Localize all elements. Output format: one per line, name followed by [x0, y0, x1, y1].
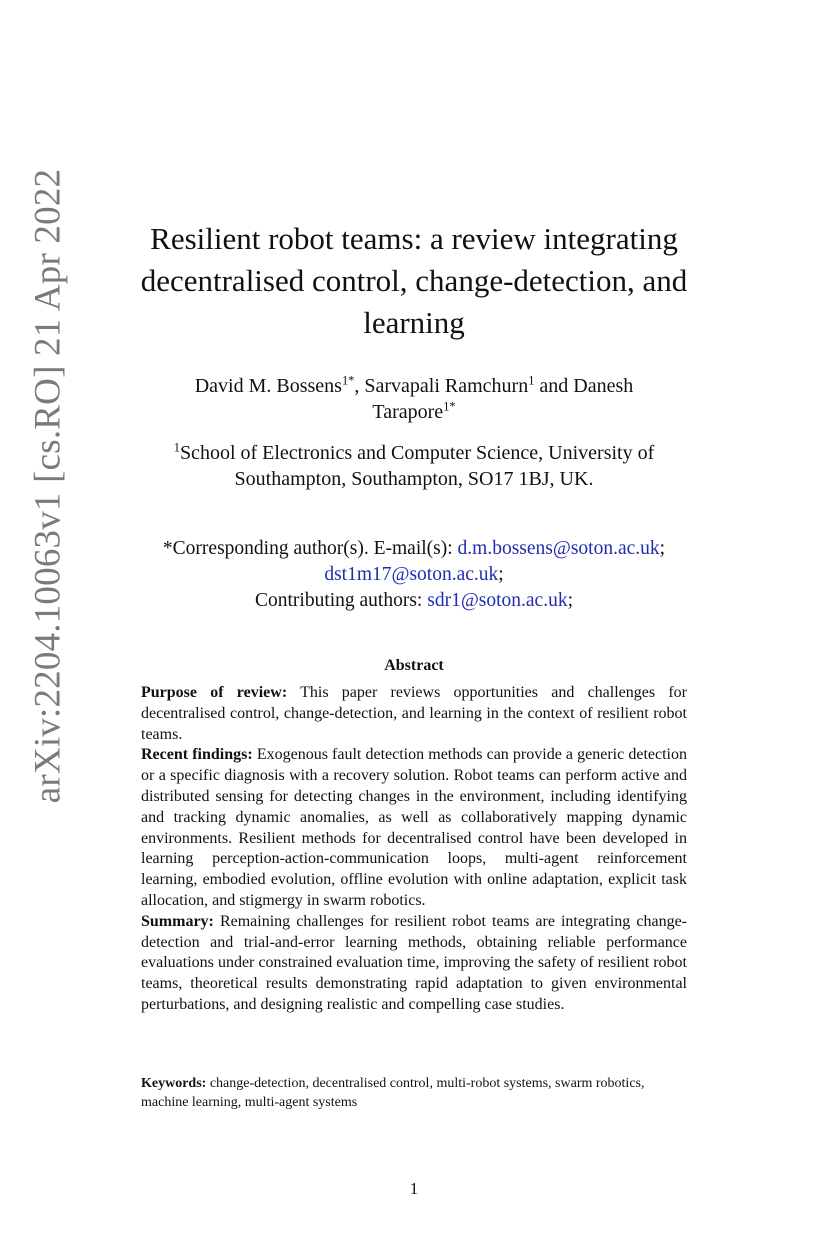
- abstract-text: Remaining challenges for resilient robot teams are integrating change-detection and trial-and-error learning methods, obtaining reliable performance evaluations under constrained evaluation time, improving the safety of resilient robot teams, theoretical results demonstrating rapid adaptation to given environmental perturbations, and designing realistic and compelling case studies.: [141, 912, 687, 1013]
- correspondence-line: [112, 536, 716, 562]
- abstract-text: This paper reviews opportunities and challenges for decentralised control, change-detection, and learning in the context of resilient robot teams.: [141, 684, 687, 743]
- abstract-heading: Abstract: [384, 657, 444, 674]
- author-separator: and Danesh: [534, 375, 634, 397]
- author-line: [112, 399, 716, 425]
- title-line: learning: [363, 305, 465, 340]
- affiliation-text: School of Electronics and Computer Science, University of: [179, 442, 655, 464]
- author-list: [112, 373, 716, 425]
- author-affiliation-mark: 1*: [443, 399, 456, 414]
- page-number: 1: [409, 1179, 419, 1198]
- abstract-label: Purpose of review:: [141, 684, 288, 701]
- abstract-paragraph-summary: [141, 912, 687, 1016]
- affiliation-line: [112, 440, 716, 466]
- contributing-prefix: Contributing authors:: [254, 590, 428, 611]
- paper-title: [112, 218, 716, 344]
- title-line: decentralised control, change-detection, and: [140, 263, 688, 298]
- affiliation: [112, 440, 716, 492]
- email-link[interactable]: dst1m17@soton.ac.uk: [324, 564, 499, 585]
- author-name: David M. Bossens: [194, 375, 342, 397]
- author-name: Sarvapali Ramchurn: [364, 375, 529, 397]
- abstract-text: Exogenous fault detection methods can provide a generic detection or a specific diagnosis with a recovery solution. Robot teams can perform active and distributed sensing for detecting changes in the environment, including identifying and tracking dynamic anomalies, as well as collaboratively mapping dynamic environments. Resilient methods for decentralised control have been developed in learning perception-action-communication loops, multi-agent reinforcement learning, embodied evolution, offline evolution with online adaptation, explicit task allocation, and stigmergy in swarm robotics.: [141, 746, 687, 909]
- email-link[interactable]: d.m.bossens@soton.ac.uk: [457, 538, 660, 559]
- author-separator: ,: [354, 375, 365, 397]
- abstract-label: Recent findings:: [141, 746, 253, 764]
- separator: ;: [498, 564, 504, 585]
- keywords-label: Keywords:: [141, 1076, 207, 1091]
- author-affiliation-mark: 1*: [341, 373, 355, 388]
- correspondence-prefix: *Corresponding author(s). E-mail(s):: [162, 538, 458, 559]
- separator: ;: [659, 538, 666, 559]
- title-line: Resilient robot teams: a review integrating: [150, 221, 678, 256]
- keywords-text: change-detection, decentralised control, multi-robot systems, swarm robotics, machine learning, multi-agent systems: [141, 1076, 645, 1110]
- correspondence-block: [112, 536, 716, 614]
- author-affiliation-mark: 1: [528, 373, 535, 388]
- correspondence-line: [112, 562, 716, 588]
- contributing-line: [112, 588, 716, 614]
- email-link[interactable]: sdr1@soton.ac.uk: [427, 590, 568, 611]
- keywords: [141, 1074, 687, 1112]
- separator: ;: [567, 590, 574, 611]
- abstract-paragraph-purpose: [141, 683, 687, 745]
- abstract-label: Summary:: [141, 912, 214, 930]
- abstract-body: [141, 683, 687, 1016]
- affiliation-mark: 1: [173, 440, 180, 455]
- author-line: [112, 373, 716, 399]
- arxiv-identifier-stamp: arXiv:2204.10063v1 [cs.RO] 21 Apr 2022: [27, 168, 69, 804]
- author-name: Tarapore: [372, 401, 444, 423]
- affiliation-line: Southampton, Southampton, SO17 1BJ, UK.: [234, 468, 594, 490]
- abstract-paragraph-findings: [141, 745, 687, 911]
